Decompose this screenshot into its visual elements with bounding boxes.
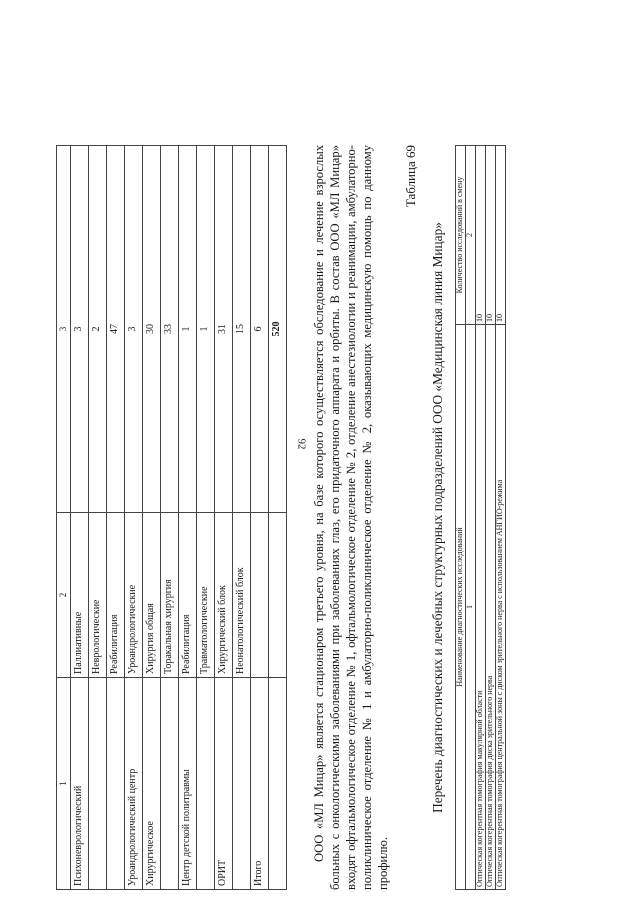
table-row [486, 146, 496, 890]
table-cell: Хирургическое [143, 678, 161, 890]
table-cell: 3 [71, 146, 89, 513]
table-cell: Оптическая когерентная томография центральной зоны с диском зрительного нерва с использованием АНГИО-режима [496, 325, 506, 890]
table-row [251, 146, 269, 890]
table-row [89, 146, 107, 890]
table-index-row [466, 146, 476, 890]
table-row [161, 146, 179, 890]
departments-table [56, 145, 287, 890]
table-cell [269, 678, 287, 890]
table-cell: Реабилитация [107, 513, 125, 678]
table-cell: Хирургический блок [215, 513, 233, 678]
table-cell: 10 [496, 146, 506, 325]
table-cell: 33 [161, 146, 179, 513]
table-cell: 1 [197, 146, 215, 513]
table-caption: Перечень диагностических и лечебных структурных подразделений ООО «Медицинская линия Мицар» [430, 222, 445, 813]
table-cell: 2 [89, 146, 107, 513]
table-header-row [57, 146, 71, 890]
table-cell: 31 [215, 146, 233, 513]
table-cell: Неонатологический блок [233, 513, 251, 678]
table-cell: Хирургия общая [143, 513, 161, 678]
index-cell: 2 [466, 146, 476, 325]
table-cell: Торакальная хирургия [161, 513, 179, 678]
table-cell: Оптическая когерентная томография диска зрительного нерва [486, 325, 496, 890]
description-text: ООО «МЛ Мицар» является стационаром третьего уровня, на базе которого осуществляется обследование и лечение взрослых больных с онкологическими заболеваниями при заболеваниях глаз, его придаточного аппарата и орбиты. В состав ООО «МЛ Мицар» входят офтальмологическое отделение № 1, офтальмологическое отделение № 2, отделение анестезиологии и реанимации, амбулаторно-поликлиническое отделение № 1 и амбулаторно-поликлиническое отделение № 2, оказывающих медицинскую помощь по данному профилю. [312, 145, 391, 890]
table-row [496, 146, 506, 890]
table-cell [107, 678, 125, 890]
table-row [476, 146, 486, 890]
table-row [197, 146, 215, 890]
table-cell: Психоневрологический [71, 678, 89, 890]
table-cell: 10 [476, 146, 486, 325]
table-row [125, 146, 143, 890]
table-cell [269, 513, 287, 678]
page-number: 92 [295, 438, 308, 450]
header-cell: 1 [57, 678, 71, 890]
table-cell: Неврологические [89, 513, 107, 678]
table-cell: Уроандрологический центр [125, 678, 143, 890]
diagnostics-table [455, 145, 506, 890]
table-cell: Оптическая когерентная томография макулярной области [476, 325, 486, 890]
table-cell: 10 [486, 146, 496, 325]
description-paragraph [311, 145, 391, 890]
table-number: Таблица 69 [403, 145, 418, 208]
table-cell: Реабилитация [179, 513, 197, 678]
table-cell [89, 678, 107, 890]
table-cell: 30 [143, 146, 161, 513]
table-cell: ОРИТ [215, 678, 233, 890]
table-cell: Итого [251, 678, 269, 890]
table-cell: 520 [269, 146, 287, 513]
table-cell: Травматологические [197, 513, 215, 678]
header-cell: 2 [57, 513, 71, 678]
index-cell: 1 [466, 325, 476, 890]
table-row [107, 146, 125, 890]
table-cell: 1 [179, 146, 197, 513]
table-row [143, 146, 161, 890]
table-cell [251, 513, 269, 678]
table-cell: 6 [251, 146, 269, 513]
header-cell: Количество исследований в смену [456, 146, 466, 325]
header-cell: 3 [57, 146, 71, 513]
table-cell [197, 678, 215, 890]
rotated-page-content [38, 90, 598, 890]
table-row [215, 146, 233, 890]
table-cell [233, 678, 251, 890]
table-cell: 3 [125, 146, 143, 513]
table-header-row [456, 146, 466, 890]
table-cell: Паллиативные [71, 513, 89, 678]
table-row [179, 146, 197, 890]
table-cell: 47 [107, 146, 125, 513]
table-cell: 15 [233, 146, 251, 513]
table-cell [161, 678, 179, 890]
table-row [233, 146, 251, 890]
header-cell: Наименование диагностических исследований [456, 325, 466, 890]
table-cell: Центр детской политравмы [179, 678, 197, 890]
table-row [269, 146, 287, 890]
table-row [71, 146, 89, 890]
table-cell: Уроандрологические [125, 513, 143, 678]
